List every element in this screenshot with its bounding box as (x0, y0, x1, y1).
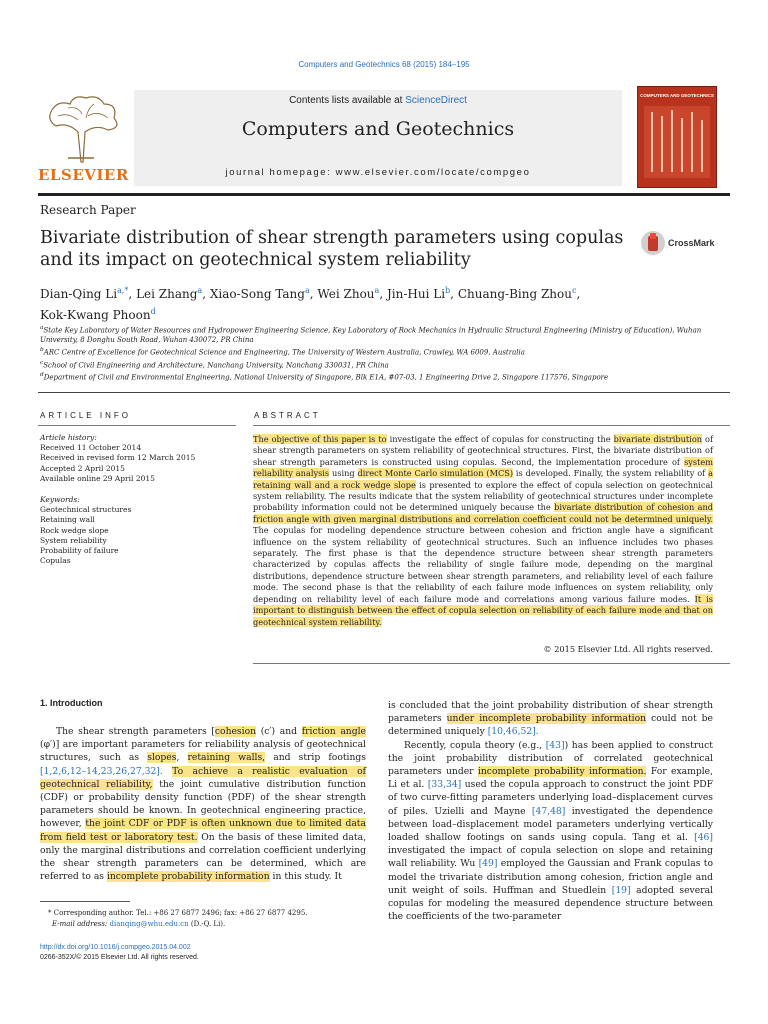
keyword-0: Geotechnical structures (40, 505, 132, 515)
footnote-rule (40, 901, 130, 902)
body-text: (φ′)] are important parameters for reliability analysis of geotechnical structures, such as (40, 739, 366, 764)
author-name: Chuang-Bing Zhou (457, 287, 572, 301)
doi-block (40, 943, 199, 963)
citation-link[interactable]: [47,48] (531, 805, 566, 817)
section-rule (38, 392, 730, 393)
corresponding-author-note: * Corresponding author. Tel.: +86 27 6877 2496; fax: +86 27 6877 4295. (48, 909, 308, 917)
body-text: is concluded that the joint probability distribution of shear strength parameters (388, 700, 713, 725)
highlighted-text: direct Monte Carlo simulation (MCS) (357, 468, 514, 479)
body-text: (c′) and (256, 726, 302, 737)
footnote (40, 908, 366, 930)
cover-art-icon (638, 102, 716, 182)
sciencedirect-link[interactable]: ScienceDirect (405, 95, 467, 106)
body-text: is developed. Finally, the system reliability of (513, 468, 709, 479)
intro-paragraph-1 (40, 725, 366, 883)
affiliation-item (40, 358, 730, 370)
email-suffix: (D.-Q. Li). (188, 920, 226, 928)
issn-line: 0266-352X/© 2015 Elsevier Ltd. All rights reserved. (40, 954, 199, 961)
body-text: For example, Li et al. (388, 766, 714, 791)
citation-link[interactable]: [19] (611, 884, 631, 896)
crossmark-badge[interactable] (640, 229, 715, 257)
elsevier-tree-icon (38, 92, 124, 164)
author-name: Lei Zhang (136, 287, 198, 301)
body-text: investigate the effect of copulas for constructing the (386, 434, 614, 444)
highlighted-text: bivariate distribution of cohesion and friction angle with given marginal distributions and correlation coefficient could not be determined uniquely. (253, 502, 713, 524)
keyword-4: Probability of failure (40, 546, 119, 556)
body-text: used the copula approach to construct the joint PDF of two curve-fitting parameters underlying load–displacement curves of piles. Uzielli and Mayne (388, 779, 713, 817)
article-info-heading: ARTICLE INFO (40, 411, 131, 420)
elsevier-wordmark: ELSEVIER (38, 166, 129, 184)
body-text: Recently, copula theory (e.g., (404, 739, 546, 751)
highlighted-text: retaining walls, (187, 752, 266, 764)
author-affiliation-marker[interactable]: a,* (117, 286, 129, 295)
citation-link[interactable]: [43] (545, 739, 565, 751)
author-list (40, 282, 700, 324)
author-separator: , (202, 287, 210, 301)
abstract-heading: ABSTRACT (254, 411, 321, 420)
author-affiliation-marker[interactable]: a (374, 286, 380, 295)
body-text: adopted several copulas for modeling the measured dependence structure between the coefficients of the two-parameter (388, 884, 713, 923)
affiliations (40, 323, 730, 382)
body-text: is presented to explore the effect of copula selection on geotechnical system reliability. The results indicate that the system reliability of geotechnical structures under incomplete probability information could not be determined uniquely because the (253, 479, 713, 513)
affiliation-key: b (40, 347, 44, 354)
history-2: Accepted 2 April 2015 (40, 463, 125, 473)
author-separator: , (379, 287, 387, 301)
keyword-3: System reliability (40, 535, 107, 545)
crossmark-label: CrossMark (668, 238, 715, 248)
author-name: Kok-Kwang Phoon (40, 308, 151, 322)
affiliation-key: c (40, 359, 44, 366)
author-affiliation-marker[interactable]: a (197, 286, 203, 295)
author-affiliation-marker[interactable]: b (445, 286, 451, 295)
contents-line (134, 95, 622, 106)
author-name: Dian-Qing Li (40, 287, 118, 301)
keyword-5: Copulas (40, 556, 71, 566)
affiliation-key: d (40, 371, 44, 378)
body-text: the joint cumulative distribution function (CDF) or probability density function (PDF) of the shear strength parameters should be known. In geotechnical engineering practice, however, (40, 778, 366, 830)
affiliation-text: State Key Laboratory of Water Resources and Hydropower Engineering Science, Key Laboratory of Rock Mechanics in Hydraulic Structural Engineering (Ministry of Education), Wuhan University, 8 Donghu South Road, Wuhan 430072, PR China (40, 326, 702, 345)
journal-reference-link[interactable]: Computers and Geotechnics 68 (2015) 184–195 (298, 60, 470, 69)
article-info-panel (40, 433, 235, 566)
introduction-column-2 (388, 699, 713, 923)
highlighted-text: the joint CDF or PDF is often unknown due to limited data from field test or laboratory test. (40, 818, 366, 843)
highlighted-text: The objective of this paper is to (253, 434, 387, 444)
abstract-copyright: © 2015 Elsevier Ltd. All rights reserved. (543, 644, 713, 654)
citation-link[interactable]: [49] (478, 858, 498, 870)
affiliation-item (40, 345, 730, 357)
body-text: of shear strength parameters on system reliability of geotechnical structures. First, the bivariate distribution of shear strength parameters is constructed using copulas. Second, the implementation procedure of (253, 434, 713, 467)
highlighted-text: slopes (147, 752, 177, 764)
journal-title: Computers and Geotechnics (241, 118, 515, 140)
author-separator: , (576, 287, 581, 301)
contents-prefix: Contents lists available at (289, 95, 406, 106)
body-text: The copulas for modeling dependence structure between cohesion and friction angle have a significant influence on the system reliability of geotechnical structures. Such an influence includes two phases separately. The first phase is that the dependence structure between shear strength parameters characterized by copulas affects the reliability of single failure mode, depending on the marginal distributions, dependence structure between shear strength parameters, and reliability level of each failure mode. The second phase is that the reliability of each failure mode influences on system reliability, only depending on reliability level of each failure mode and correlations among various failure modes. (253, 525, 713, 604)
body-text: could not be determined uniquely (388, 713, 713, 738)
article-info-rule (38, 425, 236, 426)
author-separator: , (450, 287, 458, 301)
intro-paragraph-1-cont (388, 699, 713, 739)
body-text: investigated the dependence between load–displacement model parameters underlying vertically loaded shallow footings on sands using copula. Tang et al. (388, 805, 713, 844)
history-1: Received in revised form 12 March 2015 (40, 453, 196, 463)
intro-paragraph-2 (388, 739, 713, 924)
article-type: Research Paper (40, 203, 136, 217)
body-text: On the basis of these limited data, only the marginal distributions and correlation coefficient underlying the shear strength parameters can be determined, which are referred to as (40, 831, 366, 883)
highlighted-text: friction angle (301, 726, 366, 737)
cover-title: COMPUTERS AND GEOTECHNICS (640, 93, 714, 98)
affiliation-item (40, 323, 730, 345)
abstract-rule (253, 425, 730, 426)
history-label: Article history: (40, 433, 97, 442)
author-name: Xiao-Song Tang (209, 287, 305, 301)
author-affiliation-marker[interactable]: a (304, 286, 310, 295)
body-text: investigated the impact of copula selection on slope and retaining wall reliability. Wu (388, 845, 713, 870)
highlighted-text: incomplete probability information (106, 871, 270, 883)
journal-cover-thumbnail[interactable] (637, 86, 717, 188)
highlighted-text: under incomplete probability information (446, 713, 647, 725)
author-name: Wei Zhou (317, 287, 375, 301)
affiliation-text: ARC Centre of Excellence for Geotechnical Science and Engineering, The University of Western Australia, Crawley, WA 6009, Australia (43, 348, 525, 357)
highlighted-text: bivariate distribution (613, 434, 703, 444)
history-3: Available online 29 April 2015 (40, 473, 155, 483)
body-text: employed the Gaussian and Frank copulas to model the trivariate distribution among cohesion, friction angle and unit weight of soils. Huffman and Stuedlein (388, 858, 713, 896)
highlighted-text: incomplete probability information. (477, 766, 647, 778)
header-rule (38, 193, 730, 196)
author-name: Jin-Hui Li (386, 287, 446, 301)
keywords-label: Keywords: (40, 495, 80, 505)
crossmark-icon (640, 229, 666, 257)
highlighted-text: system reliability analysis (253, 456, 713, 479)
body-text: and strip footings (265, 752, 366, 764)
body-text: , (176, 752, 188, 764)
highlighted-text: cohesion (214, 726, 257, 737)
body-text: using (329, 468, 358, 479)
author-separator: , (128, 287, 137, 301)
article-title: Bivariate distribution of shear strength parameters using copulas and its impact on geotechnical system reliability (40, 228, 624, 270)
journal-homepage[interactable]: journal homepage: www.elsevier.com/locate/compgeo (225, 167, 531, 178)
author-separator: , (309, 287, 318, 301)
body-text (163, 766, 172, 777)
keyword-2: Rock wedge slope (40, 525, 109, 535)
author-affiliation-marker[interactable]: d (150, 307, 156, 316)
history-0: Received 11 October 2014 (40, 443, 142, 453)
body-text: ) has been applied to construct the joint probability distribution of correlated geotechnical parameters under (388, 739, 713, 778)
abstract-end-rule (253, 663, 730, 664)
citation-link[interactable]: [33,34] (427, 779, 462, 791)
affiliation-text: Department of Civil and Environmental Engineering, National University of Singapore, Blk E1A, #07-03, 1 Engineering Drive 2, Singapore 117576, Singapore (43, 373, 609, 382)
doi-link[interactable]: http://dx.doi.org/10.1016/j.compgeo.2015.04.002 (40, 944, 191, 951)
citation-link[interactable]: [10,46,52]. (487, 726, 539, 738)
author-affiliation-marker[interactable]: c (571, 286, 577, 295)
body-text: in this study. It (269, 871, 342, 883)
citation-link[interactable]: [1,2,6,12–14,23,26,27,32]. (40, 765, 163, 777)
abstract-body (253, 434, 713, 628)
email-link[interactable]: dianqing@whu.edu.cn (109, 920, 189, 928)
introduction-column-1 (40, 725, 366, 883)
highlighted-text: a retaining wall and a rock wedge slope (253, 468, 713, 490)
email-label: E-mail address: (52, 920, 108, 928)
elsevier-logo (38, 92, 129, 184)
highlighted-text: To achieve a realistic evaluation of geotechnical reliability, (40, 765, 366, 790)
introduction-heading: 1. Introduction (40, 698, 103, 708)
affiliation-item (40, 370, 730, 382)
citation-link[interactable]: [46] (694, 832, 713, 844)
body-text: The shear strength parameters [ (56, 726, 215, 737)
affiliation-text: School of Civil Engineering and Architecture, Nanchang University, Nanchang 330031, PR China (43, 360, 389, 369)
affiliation-key: a (40, 325, 44, 331)
keyword-1: Retaining wall (40, 515, 95, 525)
highlighted-text: It is important to distinguish between the effect of copula selection on reliability of each failure mode and that on geotechnical system reliability. (253, 593, 713, 627)
